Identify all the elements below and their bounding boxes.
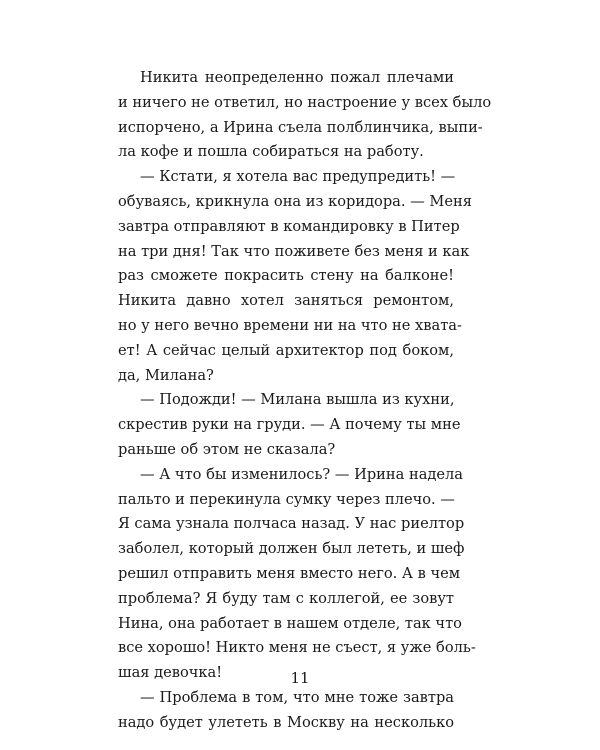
text-line: пальто и перекинула сумку через плечо. — [118, 490, 455, 508]
body-text [118, 66, 492, 736]
page-number: 11 [290, 669, 310, 687]
text-line: Никита неопределенно пожал плечами [140, 69, 454, 86]
text-line: Я сама узнала полчаса назад. У нас риелтор [118, 515, 465, 533]
text-line: заболел, который должен был лететь, и шеф [118, 540, 465, 558]
text-line: все хорошо! Никто меня не съест, я уже боль- [118, 639, 476, 657]
text-line: раз сможете покрасить стену на балконе! [118, 267, 454, 285]
text-line: — Проблема в том, что мне тоже завтра [140, 688, 454, 706]
text-line: — А что бы изменилось? — Ирина надела [140, 465, 463, 483]
text-line: на три дня! Так что поживете без меня и как [118, 242, 470, 260]
text-line: шая девочка! [118, 664, 223, 682]
text-line: и ничего не ответил, но настроение у всех было [118, 93, 492, 111]
text-line: решил отправить меня вместо него. А в чем [118, 564, 461, 582]
text-line: надо будет улететь в Москву на несколько [118, 713, 454, 731]
text-line: завтра отправляют в командировку в Питер [118, 217, 460, 235]
text-line: раньше об этом не сказала? [118, 440, 336, 458]
text-line: — Кстати, я хотела вас предупредить! — [140, 168, 456, 186]
text-line: проблема? Я буду там с коллегой, ее зовут [118, 589, 454, 607]
text-line: испорчено, а Ирина съела полблинчика, выпи- [118, 118, 483, 136]
text-line: — Подожди! — Милана вышла из кухни, [140, 391, 455, 409]
text-line: ет! А сейчас целый архитектор под боком, [118, 341, 454, 359]
text-line: ла кофе и пошла собираться на работу. [118, 143, 424, 161]
text-line: Никита давно хотел заняться ремонтом, [118, 292, 454, 310]
text-line: скрестив руки на груди. — А почему ты мне [118, 416, 461, 434]
text-line: да, Милана? [118, 366, 214, 384]
text-line: обуваясь, крикнула она из коридора. — Меня [118, 192, 472, 210]
text-line: но у него вечно времени ни на что не хвата- [118, 316, 462, 334]
text-line: Нина, она работает в нашем отделе, так что [118, 614, 462, 632]
